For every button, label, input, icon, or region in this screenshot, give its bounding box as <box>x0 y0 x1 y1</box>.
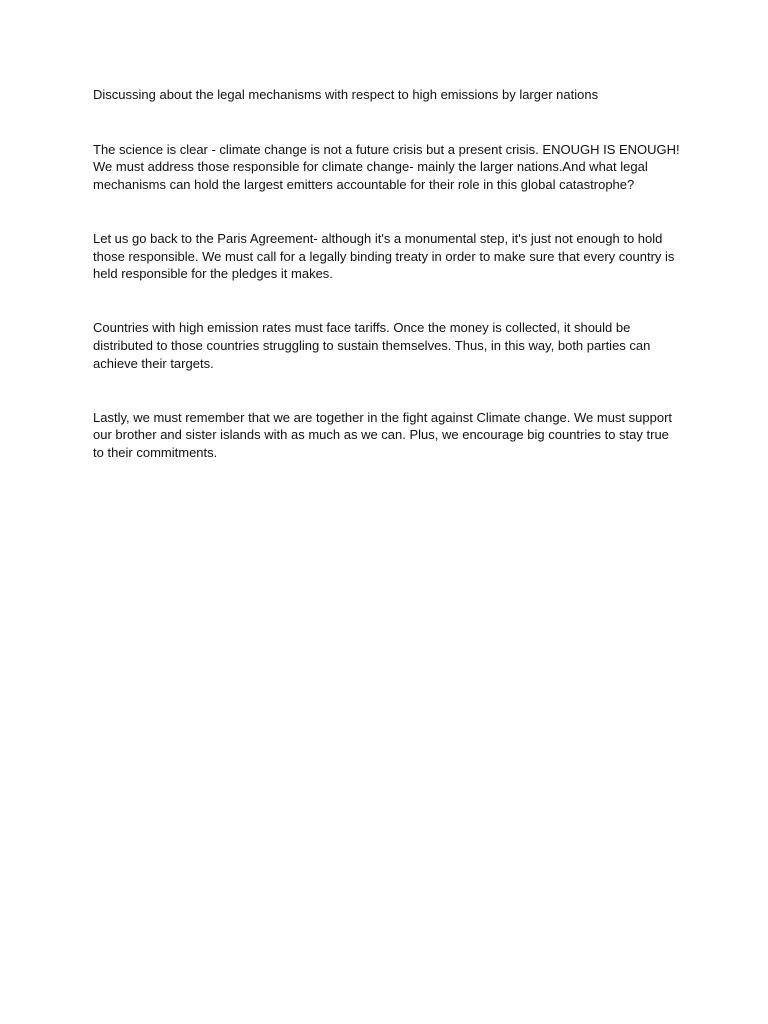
paragraph-2: Let us go back to the Paris Agreement- although it's a monumental step, it's just not enough to hold those responsible. We must call for a legally binding treaty in order to make sure that every country is held responsible for the pledges it makes. <box>93 230 675 282</box>
paragraph-4: Lastly, we must remember that we are together in the fight against Climate change. We must support our brother and sister islands with as much as we can. Plus, we encourage big countries to stay true to their commitments. <box>93 409 673 460</box>
paragraph-3: Countries with high emission rates must face tariffs. Once the money is collected, it should be distributed to those countries struggling to sustain themselves. Thus, in this way, both parties can achieve their targets. <box>93 320 651 371</box>
document-title: Discussing about the legal mechanisms with respect to high emissions by larger nations <box>93 87 599 102</box>
document-body <box>93 86 683 462</box>
paragraph-1: The science is clear - climate change is not a future crisis but a present crisis. ENOUGH IS ENOUGH! We must address those responsible for climate change- mainly the larger nations.And what legal mechanisms can hold the largest emitters accountable for their role in this global catastrophe? <box>93 141 680 192</box>
